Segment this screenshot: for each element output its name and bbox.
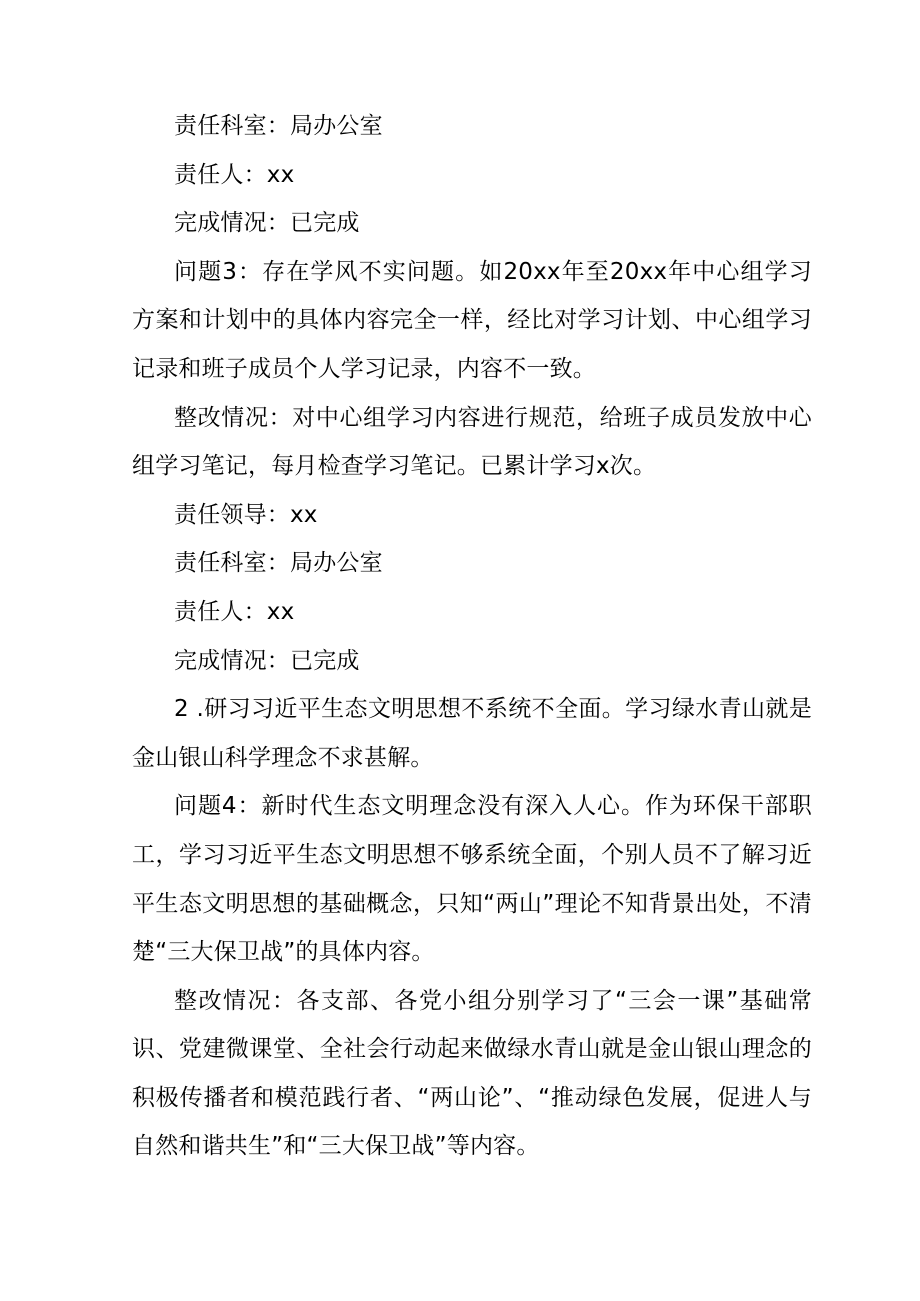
paragraph-responsible-office-2: 责任科室：局办公室 <box>174 550 383 577</box>
paragraph-issue-4: 问题4：新时代生态文明理念没有深入人心。作为环保干部职工，学习习近平生态文明思想不够系统全面，个别人员不了解习近平生态文明思想的基础概念，只知“两山”理论不知背景出处，不清楚“三大保卫战”的具体内容。 <box>132 793 812 966</box>
paragraph-rectification-issue-3: 整改情况：对中心组学习内容进行规范，给班子成员发放中心组学习笔记，每月检查学习笔记。已累计学习x次。 <box>132 404 812 480</box>
paragraph-responsible-person-1: 责任人：xx <box>174 161 295 188</box>
paragraph-issue-3: 问题3：存在学风不实问题。如20xx年至20xx年中心组学习方案和计划中的具体内容完全一样，经比对学习计划、中心组学习记录和班子成员个人学习记录，内容不一致。 <box>132 258 812 382</box>
document-body <box>132 102 812 1171</box>
paragraph-completion-status-1: 完成情况：已完成 <box>174 210 360 237</box>
paragraph-rectification-issue-4: 整改情况：各支部、各党小组分别学习了“三会一课”基础常识、党建微课堂、全社会行动起来做绿水青山就是金山银山理念的积极传播者和模范践行者、“两山论”、“推动绿色发展，促进人与自然和谐共生”和“三大保卫战”等内容。 <box>132 987 812 1160</box>
paragraph-section-2-heading: 2 .研习习近平生态文明思想不系统不全面。学习绿水青山就是金山银山科学理念不求甚解。 <box>132 696 812 771</box>
paragraph-responsible-person-2: 责任人：xx <box>174 598 295 625</box>
paragraph-responsible-office-1: 责任科室：局办公室 <box>174 113 383 139</box>
paragraph-completion-status-2: 完成情况：已完成 <box>174 647 360 674</box>
paragraph-responsible-leader: 责任领导：xx <box>174 501 318 528</box>
